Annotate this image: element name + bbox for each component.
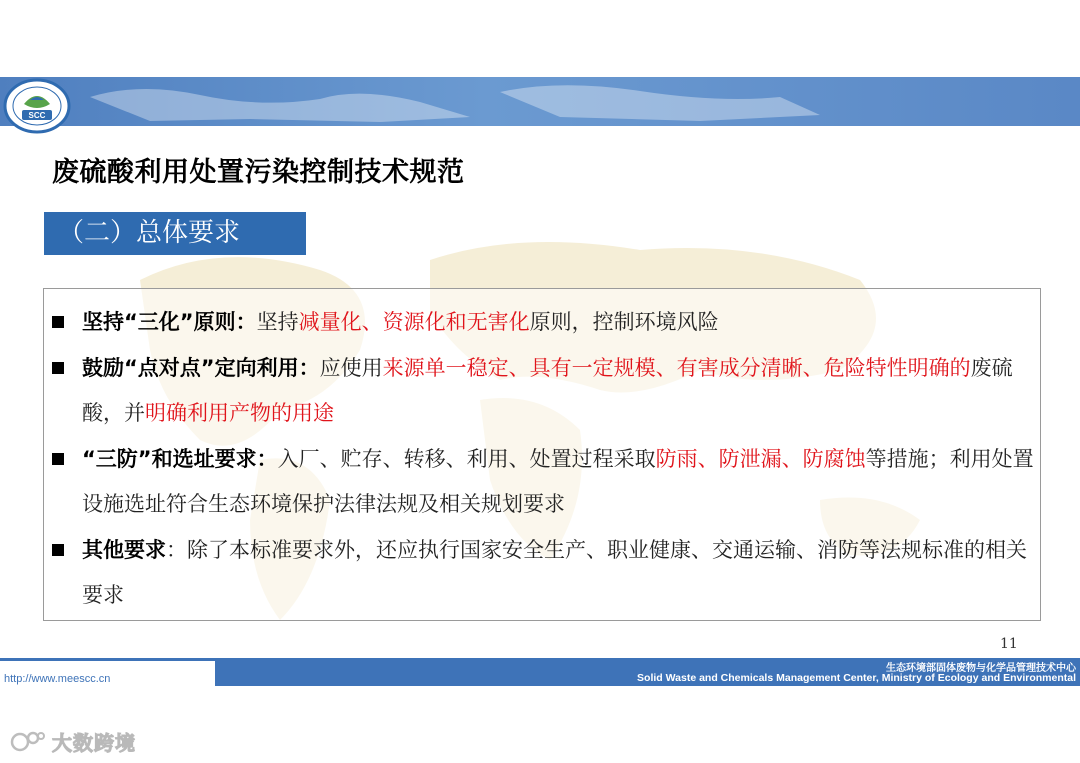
watermark	[8, 726, 136, 756]
item-text: 原则，控制环境风险	[529, 310, 719, 334]
item-text: 应使用	[319, 355, 383, 380]
section-heading: （二）总体要求	[44, 212, 306, 255]
list-item	[52, 300, 1037, 346]
item-text: 坚持	[256, 310, 299, 334]
square-bullet-icon	[52, 453, 64, 465]
item-highlight: 防雨、防泄漏、防腐蚀	[655, 446, 866, 471]
square-bullet-icon	[52, 316, 64, 328]
watermark-logo-icon	[8, 728, 48, 754]
item-highlight: 明确利用产物的用途	[145, 401, 334, 425]
item-text: ：除了本标准要求外，还应执行国家安全生产、职业健康、交通运输、消防等法规标准的相关要求	[82, 537, 1027, 607]
list-item	[52, 346, 1037, 437]
square-bullet-icon	[52, 544, 64, 556]
item-label: “三防”和选址要求：	[82, 446, 278, 471]
banner-world-map	[0, 77, 1080, 126]
item-label: 坚持“三化”原则：	[82, 310, 257, 334]
square-bullet-icon	[52, 362, 64, 374]
footer-url-panel	[0, 658, 215, 686]
requirements-list	[52, 300, 1037, 619]
list-item	[52, 528, 1037, 619]
header-banner: MEE	[0, 77, 1080, 126]
item-label: 鼓励“点对点”定向利用：	[82, 355, 320, 380]
item-text: 入厂、贮存、转移、利用、处置过程采取	[277, 446, 656, 471]
item-text: 等措施；利用处置设施选址符合生态环境保护法律法规及相关规划要求	[82, 446, 1034, 516]
item-highlight: 来源单一稳定、具有一定规模、有害成分清晰、危险特性明确的	[382, 355, 971, 380]
list-item	[52, 437, 1037, 528]
watermark-text: 大数跨境	[52, 730, 136, 755]
page-number: 11	[1000, 636, 1018, 652]
slide-title: 废硫酸利用处置污染控制技术规范	[52, 157, 465, 188]
footer-url-link[interactable]: http://www.meescc.cn	[4, 673, 111, 685]
footer-org-cn: 生态环境部固体废物与化学品管理技术中心	[886, 663, 1076, 674]
footer-bar	[0, 658, 1080, 686]
svg-text:SCC: SCC	[28, 111, 46, 120]
footer-org-en: Solid Waste and Chemicals Management Center, Ministry of Ecology and Environmental	[637, 672, 1076, 684]
item-highlight: 减量化、资源化和无害化	[298, 310, 530, 334]
item-text: 废硫酸，并	[82, 355, 1013, 425]
item-label: 其他要求	[82, 537, 166, 562]
scc-logo	[2, 78, 72, 134]
